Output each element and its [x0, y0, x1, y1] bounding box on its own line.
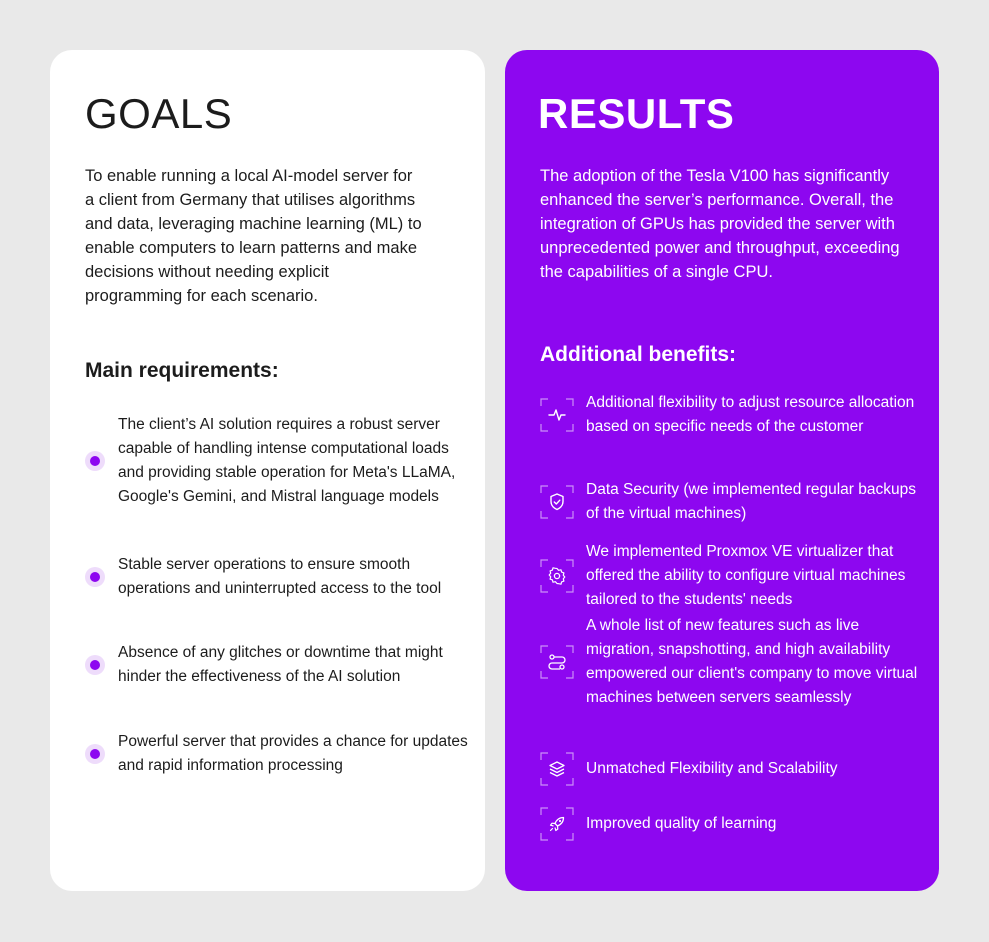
- benefit-item: [540, 752, 925, 786]
- benefits-heading: Additional benefits:: [540, 343, 736, 366]
- rocket-icon: [540, 807, 574, 841]
- bullet-icon: [85, 451, 105, 471]
- benefit-text: A whole list of new features such as live migration, snapshotting, and high availability empowered our client's company to move virtual machines between servers seamlessly: [586, 617, 918, 706]
- goals-card: [50, 50, 485, 891]
- benefit-item: [540, 391, 925, 439]
- bullet-icon: [85, 567, 105, 587]
- requirement-text: The client’s AI solution requires a robust server capable of handling intense computational loads and providing stable operation for Meta's LLaMA, Google's Gemini, and Mistral language models: [118, 416, 456, 505]
- layers-icon: [540, 752, 574, 786]
- requirement-item: [85, 730, 475, 778]
- benefit-text: Unmatched Flexibility and Scalability: [586, 760, 838, 777]
- bullet-icon: [85, 744, 105, 764]
- goals-intro: To enable running a local AI-model server for a client from Germany that utilises algorithms and data, leveraging machine learning (ML) to enable computers to learn patterns and make decisions without needing explicit programming for each scenario.: [85, 167, 422, 305]
- requirement-text: Absence of any glitches or downtime that might hinder the effectiveness of the AI solution: [118, 644, 443, 685]
- requirements-heading: Main requirements:: [85, 359, 279, 382]
- pulse-icon: [540, 398, 574, 432]
- gear-icon: [540, 559, 574, 593]
- benefit-item: [540, 540, 925, 612]
- benefit-text: Additional flexibility to adjust resource allocation based on specific needs of the customer: [586, 394, 915, 435]
- benefit-item: [540, 478, 925, 526]
- requirement-item: [85, 413, 475, 509]
- migration-icon: [540, 645, 574, 679]
- requirement-item: [85, 641, 475, 689]
- requirement-item: [85, 553, 475, 601]
- shield-check-icon: [540, 485, 574, 519]
- benefit-item: [540, 807, 925, 841]
- requirement-text: Stable server operations to ensure smooth operations and uninterrupted access to the tool: [118, 556, 442, 597]
- benefit-text: Improved quality of learning: [586, 815, 777, 832]
- requirement-text: Powerful server that provides a chance for updates and rapid information processing: [118, 733, 468, 774]
- bullet-icon: [85, 655, 105, 675]
- benefit-item: [540, 614, 925, 710]
- results-card: [505, 50, 939, 891]
- goals-title: GOALS: [85, 90, 233, 137]
- benefit-text: We implemented Proxmox VE virtualizer that offered the ability to configure virtual machines tailored to the students' needs: [586, 543, 906, 608]
- results-title: RESULTS: [538, 90, 735, 137]
- results-intro: The adoption of the Tesla V100 has significantly enhanced the server’s performance. Overall, the integration of GPUs has provided the server with unprecedented power and throughput, exceeding the capabilities of a single CPU.: [540, 167, 900, 281]
- benefit-text: Data Security (we implemented regular backups of the virtual machines): [586, 481, 916, 522]
